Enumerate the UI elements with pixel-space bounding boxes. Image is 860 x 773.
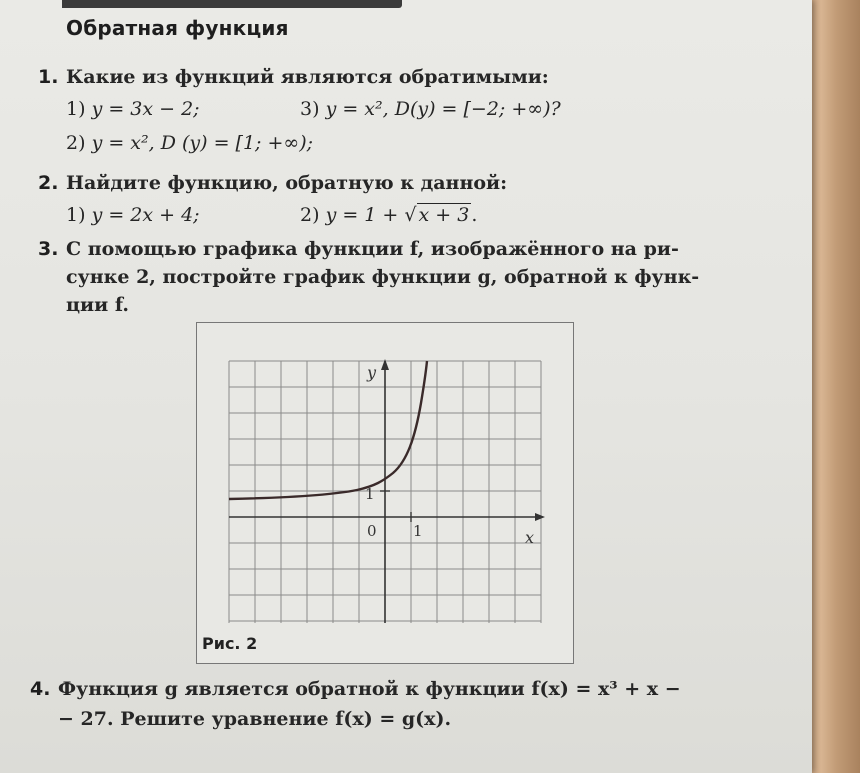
figure-caption: Рис. 2 — [202, 634, 258, 653]
y-axis-label: y — [367, 363, 377, 382]
y-unit-label: 1 — [365, 485, 375, 503]
problem-4-line-1: Функция g является обратной к функции f(x) = x³ + x − — [58, 678, 681, 700]
problem-2-text: Найдите функцию, обратную к данной: — [66, 172, 508, 194]
problem-3-line-3: ции f. — [66, 294, 129, 316]
item-expression: y = 3x − 2; — [91, 98, 200, 120]
sqrt-radicand: x + 3 — [418, 204, 470, 226]
problem-1-item-3 — [300, 96, 561, 122]
function-f-curve — [229, 361, 427, 499]
problem-2-item-2 — [300, 202, 477, 228]
item-label: 1) — [66, 98, 86, 120]
item-expression-suffix: . — [471, 204, 478, 226]
item-label: 2) — [66, 132, 86, 154]
problem-3-number: 3. — [38, 238, 59, 260]
problem-1-item-1 — [66, 96, 200, 122]
item-expression: y = x², D (y) = [1; +∞); — [91, 132, 314, 154]
problem-1-number: 1. — [38, 66, 59, 88]
problem-1-text: Какие из функций являются обратимыми: — [66, 66, 549, 88]
problem-2-number: 2. — [38, 172, 59, 194]
problem-4-number: 4. — [30, 678, 51, 700]
problem-1-item-2 — [66, 130, 313, 156]
problem-2-item-1 — [66, 202, 200, 228]
figure-frame — [196, 322, 574, 664]
item-expression: y = x², D(y) = [−2; +∞)? — [325, 98, 561, 120]
item-expression: y = 2x + 4; — [91, 204, 200, 226]
problem-4-line-2: − 27. Решите уравнение f(x) = g(x). — [58, 708, 452, 730]
problem-3-line-2: сунке 2, постройте график функции g, обратной к функ- — [66, 266, 700, 288]
item-expression-prefix: y = 1 + — [325, 204, 405, 226]
problem-3-line-1: С помощью графика функции f, изображённого на ри- — [66, 238, 679, 260]
previous-section-band — [62, 0, 402, 8]
page-title: Обратная функция — [66, 16, 289, 40]
x-unit-label: 1 — [413, 522, 423, 540]
item-label: 2) — [300, 204, 320, 226]
x-axis-arrow — [535, 513, 545, 521]
item-label: 1) — [66, 204, 86, 226]
x-axis-label: x — [525, 528, 535, 547]
item-label: 3) — [300, 98, 320, 120]
origin-label: 0 — [367, 522, 377, 540]
sqrt-sign: √ — [404, 204, 417, 226]
graph-figure — [197, 323, 573, 663]
